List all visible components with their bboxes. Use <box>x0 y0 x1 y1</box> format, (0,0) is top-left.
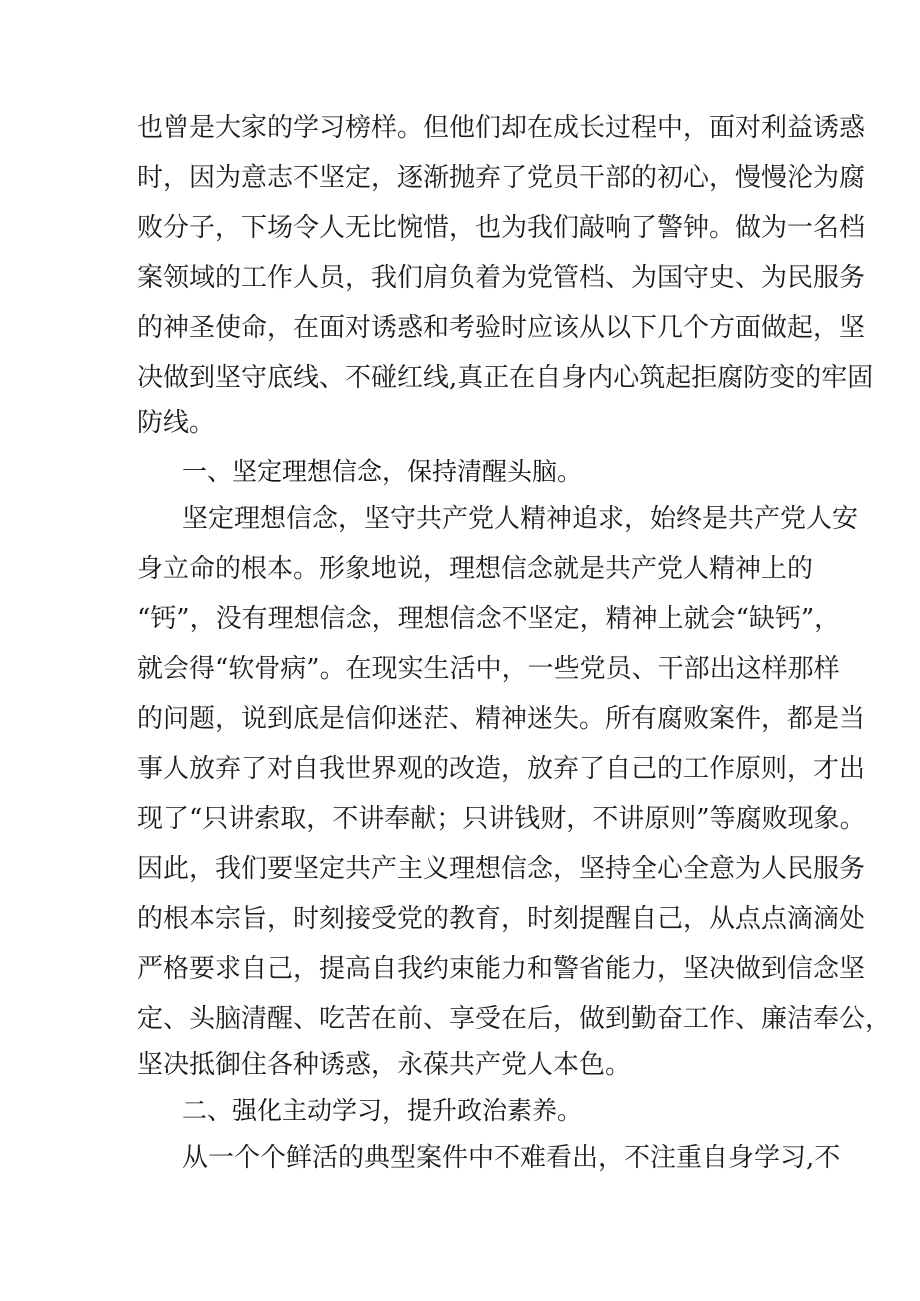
paragraph-1-line-5: 的神圣使命，在面对诱惑和考验时应该从以下几个方面做起，坚 <box>137 313 866 343</box>
paragraph-3-line-1: 从一个个鲜活的典型案件中不难看出，不注重自身学习,不 <box>182 1143 841 1173</box>
paragraph-2-line-6: 事人放弃了对自我世界观的改造，放弃了自己的工作原则，才出 <box>137 754 866 784</box>
paragraph-2-line-9: 的根本宗旨，时刻接受党的教育，时刻提醒自己，从点点滴滴处 <box>137 904 866 934</box>
paragraph-2-line-5: 的问题，说到底是信仰迷茫、精神迷失。所有腐败案件，都是当 <box>137 704 866 734</box>
paragraph-2-line-7: 现了“只讲索取，不讲奉献；只讲钱财，不讲原则”等腐败现象。 <box>137 804 866 834</box>
section-heading-1: 一、坚定理想信念，保持清醒头脑。 <box>182 457 583 486</box>
paragraph-2-line-1: 坚定理想信念，坚守共产党人精神追求，始终是共产党人安 <box>182 504 859 534</box>
paragraph-1-line-4: 案领域的工作人员，我们肩负着为党管档、为国守史、为民服务 <box>137 263 866 293</box>
paragraph-2-line-2: 身立命的根本。形象地说，理想信念就是共产党人精神上的 <box>137 554 814 584</box>
paragraph-2-line-10: 严格要求自己，提高自我约束能力和警省能力，坚决做到信念坚 <box>137 954 866 984</box>
section-heading-2: 二、强化主动学习，提升政治素养。 <box>182 1096 583 1125</box>
paragraph-1-line-7: 防线。 <box>137 408 216 438</box>
paragraph-2-line-3: “钙”，没有理想信念，理想信念不坚定，精神上就会“缺钙”， <box>137 604 841 634</box>
paragraph-1-line-6: 决做到坚守底线、不碰红线,真正在自身内心筑起拒腐防变的牢固 <box>137 363 874 393</box>
paragraph-2-line-12: 坚决抵御住各种诱惑，永葆共产党人本色。 <box>137 1050 632 1080</box>
paragraph-2-line-4: 就会得“软骨病”。在现实生活中，一些党员、干部出这样那样 <box>137 654 840 684</box>
paragraph-1-line-2: 时，因为意志不坚定，逐渐抛弃了党员干部的初心，慢慢沦为腐 <box>137 163 866 193</box>
paragraph-1-line-1: 也曾是大家的学习榜样。但他们却在成长过程中，面对利益诱惑 <box>137 113 866 143</box>
paragraph-2-line-8: 因此，我们要坚定共产主义理想信念，坚持全心全意为人民服务 <box>137 854 866 884</box>
paragraph-2-line-11: 定、头脑清醒、吃苦在前、享受在后，做到勤奋工作、廉洁奉公， <box>137 1004 892 1034</box>
paragraph-1-line-3: 败分子，下场令人无比惋惜，也为我们敲响了警钟。做为一名档 <box>137 213 866 243</box>
